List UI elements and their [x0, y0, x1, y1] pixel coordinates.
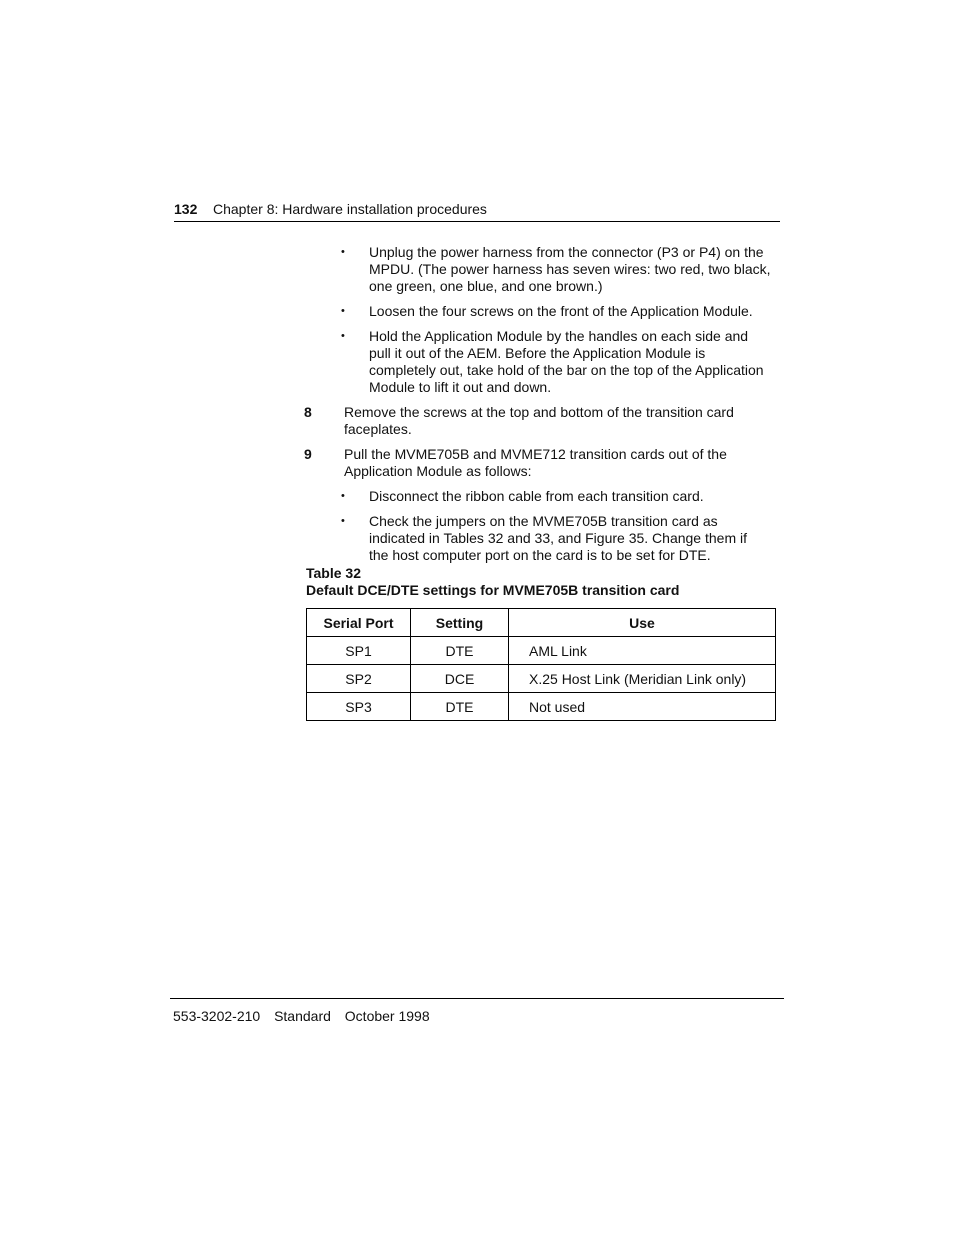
table-title: Default DCE/DTE settings for MVME705B transition card [306, 582, 680, 598]
page-header [174, 199, 780, 222]
doc-status: Standard [274, 1008, 331, 1024]
bullet-symbol: • [341, 246, 345, 258]
table-header-row [307, 609, 776, 637]
bullet-symbol: • [341, 490, 345, 502]
cell-use: Not used [509, 693, 776, 721]
page-number: 132 [174, 201, 198, 217]
page-footer [173, 1008, 440, 1024]
cell-setting: DTE [411, 693, 509, 721]
column-header-serial-port: Serial Port [307, 609, 411, 637]
table-number: Table 32 [306, 565, 361, 581]
bullet-symbol: • [341, 305, 345, 317]
chapter-title: Chapter 8: Hardware installation procedures [213, 201, 487, 217]
cell-serial-port: SP2 [307, 665, 411, 693]
settings-table [306, 608, 776, 721]
cell-use: AML Link [509, 637, 776, 665]
column-header-use: Use [509, 609, 776, 637]
column-header-setting: Setting [411, 609, 509, 637]
cell-use: X.25 Host Link (Meridian Link only) [509, 665, 776, 693]
bullet-text: Check the jumpers on the MVME705B transition card as indicated in Tables 32 and 33, and Figure 35. Change them if the host computer port on the card is to be set for DTE. [369, 513, 747, 563]
cell-serial-port: SP1 [307, 637, 411, 665]
bullet-text: Loosen the four screws on the front of the Application Module. [369, 303, 753, 319]
table-row [307, 665, 776, 693]
cell-serial-port: SP3 [307, 693, 411, 721]
table-row [307, 693, 776, 721]
cell-setting: DCE [411, 665, 509, 693]
table-row [307, 637, 776, 665]
step-number: 9 [304, 446, 312, 462]
footer-divider [170, 998, 784, 999]
bullet-text: Unplug the power harness from the connector (P3 or P4) on the MPDU. (The power harness has seven wires: two red, two black, one green, one blue, and one brown.) [369, 244, 771, 294]
bullet-text: Hold the Application Module by the handles on each side and pull it out of the AEM. Before the Application Module is completely out, take hold of the bar on the top of the Application Module to lift it out and down. [369, 328, 764, 395]
cell-setting: DTE [411, 637, 509, 665]
bullet-symbol: • [341, 515, 345, 527]
bullet-text: Disconnect the ribbon cable from each transition card. [369, 488, 704, 504]
step-number: 8 [304, 404, 312, 420]
doc-number: 553-3202-210 [173, 1008, 261, 1024]
doc-date: October 1998 [344, 1008, 430, 1024]
bullet-symbol: • [341, 330, 345, 342]
step-text: Pull the MVME705B and MVME712 transition cards out of the Application Module as follows: [344, 446, 727, 479]
table-caption [306, 565, 679, 599]
step-text: Remove the screws at the top and bottom of the transition card faceplates. [344, 404, 734, 437]
